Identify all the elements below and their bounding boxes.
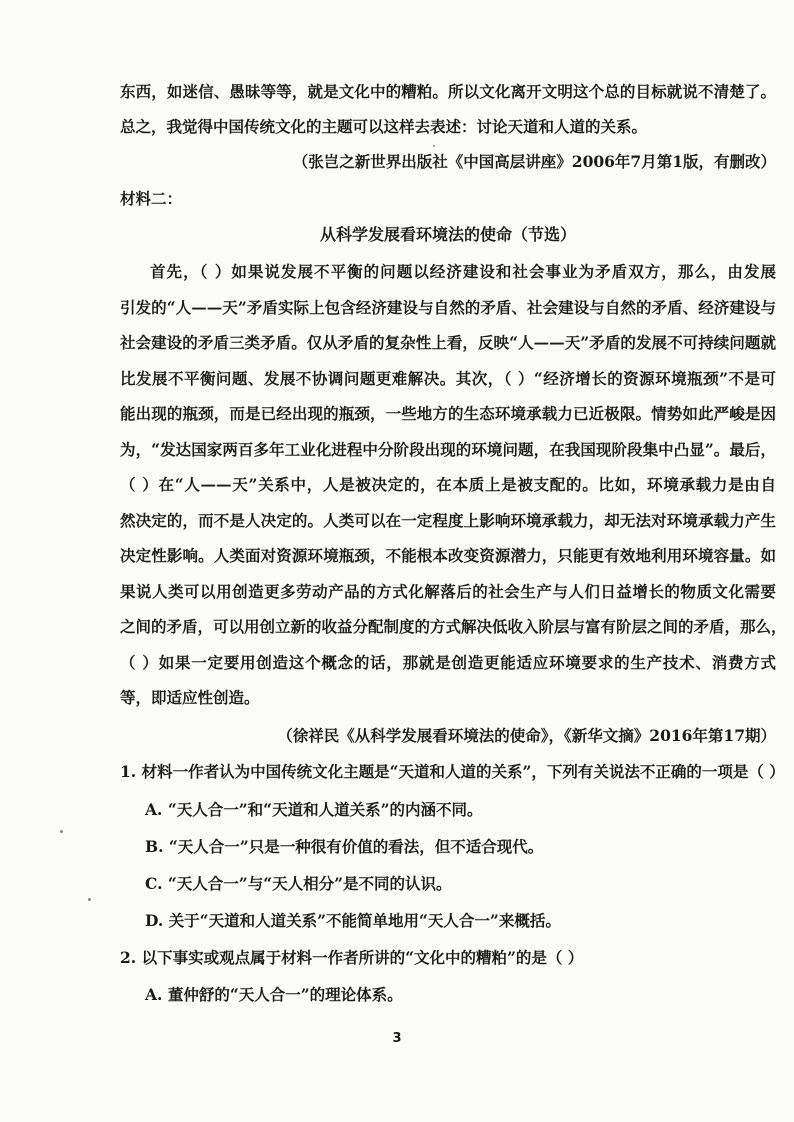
text-line: 总之，我觉得中国传统文化的主题可以这样去表述：讨论天道和人道的关系。: [120, 117, 648, 136]
paragraph-line: 等，即适应性创造。: [120, 688, 260, 707]
section-label: 材料二：: [120, 189, 183, 208]
scan-speck: [60, 830, 63, 833]
scan-speck: [433, 145, 435, 147]
question-1-option-a: A. “天人合一”和“天道和人道关系”的内涵不同。: [145, 800, 483, 819]
paragraph-line: 为，“发达国家两百多年工业化进程中分阶段出现的环境问题，在我国现阶段集中凸显”。最后，: [120, 440, 776, 459]
article-title: 从科学发展看环境法的使命（节选）: [319, 225, 576, 244]
paragraph-line: 比发展不平衡问题、发展不协调问题更难解决。其次，（ ）“经济增长的资源环境瓶颈”不是可: [120, 369, 776, 388]
paragraph-line: 之间的矛盾，可以用创立新的收益分配制度的方式解决低收入阶层与富有阶层之间的矛盾，那么，: [120, 617, 787, 636]
paragraph-line: 首先，（ ）如果说发展不平衡的问题以经济建设和社会事业为矛盾双方，那么，由发展: [150, 262, 776, 281]
paragraph-line: （ ）在“人——天”关系中，人是被决定的，在本质上是被支配的。比如，环境承载力是由自: [120, 475, 776, 494]
source-citation: （张岂之新世界出版社《中国高层讲座》2006年7月第1版，有删改）: [292, 152, 776, 171]
scan-speck: [88, 898, 91, 901]
question-1-option-c: C. “天人合一”与“天人相分”是不同的认识。: [145, 874, 452, 893]
question-1-option-d: D. 关于“天道和人道关系”不能简单地用“天人合一”来概括。: [145, 911, 561, 930]
question-1: 1. 材料一作者认为中国传统文化主题是“天道和人道的关系”，下列有关说法不正确的一项是（ ）: [120, 762, 785, 781]
question-1-option-b: B. “天人合一”只是一种很有价值的看法，但不适合现代。: [145, 837, 544, 856]
paragraph-line: 然决定的，而不是人决定的。人类可以在一定程度上影响环境承载力，却无法对环境承载力产生: [120, 511, 776, 530]
paragraph-line: 社会建设的矛盾三类矛盾。仅从矛盾的复杂性上看，反映“人——天”矛盾的发展不可持续问题就: [120, 333, 776, 352]
source-citation: （徐祥民《从科学发展看环境法的使命》，《新华文摘》2016年第17期）: [277, 726, 776, 745]
paragraph-line: 引发的“人——天”矛盾实际上包含经济建设与自然的矛盾、社会建设与自然的矛盾、经济建设与: [120, 298, 776, 317]
paragraph-line: 决定性影响。人类面对资源环境瓶颈，不能根本改变资源潜力，只能更有效地利用环境容量。如: [120, 546, 776, 565]
question-2-option-a: A. 董仲舒的“天人合一”的理论体系。: [145, 985, 403, 1004]
paragraph-line: 能出现的瓶颈，而是已经出现的瓶颈，一些地方的生态环境承载力已近极限。情势如此严峻是因: [120, 404, 776, 423]
paragraph-line: 果说人类可以用创造更多劳动产品的方式化解落后的社会生产与人们日益增长的物质文化需要: [120, 582, 776, 601]
text-line: 东西，如迷信、愚昧等等，就是文化中的糟粕。所以文化离开文明这个总的目标就说不清楚了。: [120, 82, 776, 101]
page-number: 3: [392, 1031, 402, 1046]
paragraph-line: （ ）如果一定要用创造这个概念的话，那就是创造更能适应环境要求的生产技术、消费方式: [120, 653, 776, 672]
question-2: 2. 以下事实或观点属于材料一作者所讲的“文化中的糟粕”的是（ ）: [120, 948, 584, 967]
